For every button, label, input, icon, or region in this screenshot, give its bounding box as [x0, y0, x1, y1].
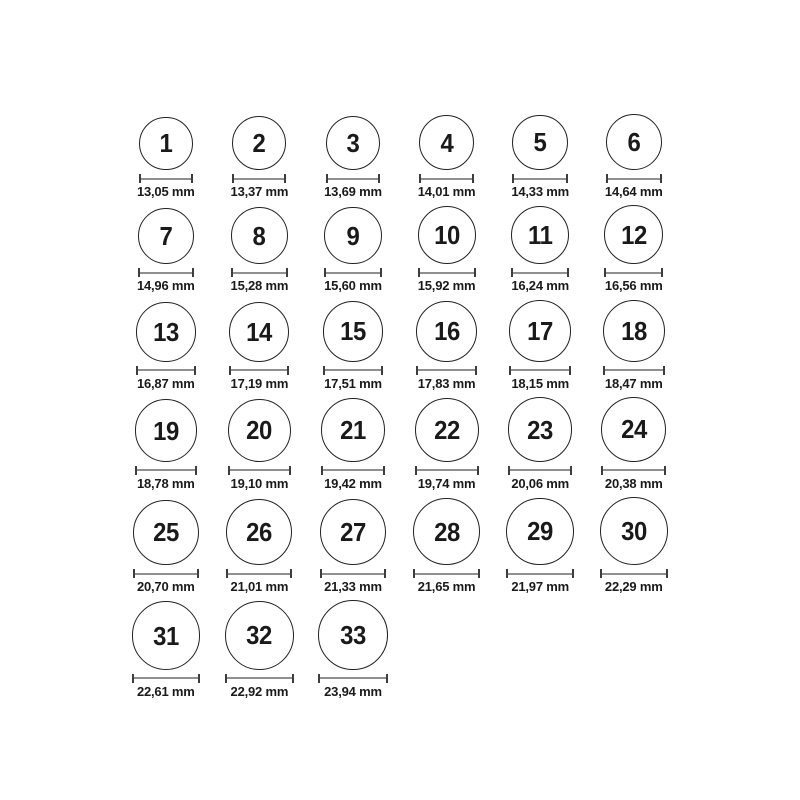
ruler-tick-right [195, 466, 197, 475]
diameter-label: 13,05 mm [136, 184, 195, 199]
diameter-ruler [136, 366, 196, 375]
diameter-label: 15,60 mm [324, 278, 382, 294]
ring-size-number: 33 [340, 620, 366, 651]
ring-circle [136, 302, 196, 362]
ring-circle [132, 601, 201, 670]
diameter-label: 14,96 mm [136, 278, 195, 294]
ring-circle [603, 300, 665, 362]
ruler-tick-right [292, 674, 294, 683]
diameter-label: 22,29 mm [604, 579, 663, 595]
ruler-tick-right [384, 569, 386, 578]
ring-cell [587, 397, 681, 491]
ruler-tick-left [318, 674, 320, 683]
ring-cell [213, 114, 307, 199]
ruler-line [139, 178, 193, 180]
diameter-ruler [320, 569, 387, 578]
ring-size-number: 13 [152, 316, 179, 347]
ruler-tick-left [413, 569, 415, 578]
ruler-tick-left [225, 674, 227, 683]
ruler-tick-left [232, 174, 234, 183]
diameter-ruler [415, 466, 479, 475]
ring-circle [139, 117, 193, 171]
ring-size-number: 27 [340, 516, 366, 547]
ring-circle [135, 399, 198, 462]
ruler-tick-left [506, 569, 508, 578]
diameter-ruler [232, 174, 286, 183]
diameter-ruler [509, 366, 571, 375]
diameter-label: 22,61 mm [136, 683, 195, 699]
ring-cell [213, 397, 307, 491]
ring-row [119, 114, 681, 199]
ruler-tick-right [380, 268, 382, 277]
ring-cell [306, 600, 400, 699]
ring-circle [415, 398, 479, 462]
diameter-label: 16,87 mm [136, 375, 195, 391]
ruler-tick-right [472, 174, 474, 183]
diameter-label: 20,70 mm [136, 579, 195, 595]
ruler-line [323, 369, 384, 371]
ruler-line [138, 272, 195, 274]
ring-circle [226, 499, 292, 565]
ruler-tick-left [132, 674, 134, 683]
diameter-ruler [132, 674, 201, 683]
ring-cell [213, 205, 307, 293]
ruler-line [225, 677, 294, 679]
diameter-label: 20,06 mm [511, 475, 569, 491]
ring-circle [509, 300, 571, 362]
ruler-tick-right [661, 268, 663, 277]
diameter-label: 13,69 mm [324, 184, 382, 199]
diameter-ruler [606, 174, 662, 183]
diameter-ruler [138, 268, 195, 277]
ruler-line [133, 573, 199, 575]
ring-size-number: 1 [159, 128, 173, 159]
ring-size-number: 25 [152, 517, 179, 548]
diameter-label: 15,28 mm [230, 278, 289, 294]
ring-cell [213, 300, 307, 391]
ruler-tick-left [323, 366, 325, 375]
ruler-line [603, 369, 665, 371]
ring-size-number: 15 [340, 316, 366, 347]
diameter-ruler [139, 174, 193, 183]
diameter-ruler [228, 466, 291, 475]
ring-cell [400, 205, 494, 293]
ring-size-number: 12 [620, 219, 647, 250]
ring-cell [119, 205, 213, 293]
ruler-tick-right [194, 366, 196, 375]
diameter-ruler [418, 268, 476, 277]
ring-circle [506, 498, 574, 566]
ruler-line [600, 573, 668, 575]
diameter-label: 21,01 mm [230, 579, 289, 595]
ring-cell [306, 397, 400, 491]
ring-cell [119, 497, 213, 594]
ruler-tick-right [284, 174, 286, 183]
ring-size-number: 17 [527, 315, 554, 346]
ring-cell [306, 300, 400, 391]
ruler-tick-right [572, 569, 574, 578]
ruler-tick-right [286, 268, 288, 277]
ring-size-number: 6 [627, 127, 641, 157]
ring-size-number: 26 [246, 517, 273, 548]
diameter-label: 18,47 mm [604, 375, 663, 391]
ring-size-number: 24 [620, 414, 647, 445]
ruler-tick-left [321, 466, 323, 475]
ruler-line [601, 469, 666, 471]
ring-size-number: 28 [433, 516, 460, 547]
ruler-tick-left [324, 268, 326, 277]
diameter-ruler [604, 268, 663, 277]
ruler-tick-left [604, 268, 606, 277]
ring-circle [229, 302, 289, 362]
ruler-tick-left [229, 366, 231, 375]
ruler-tick-left [135, 466, 137, 475]
ruler-tick-left [601, 466, 603, 475]
ruler-tick-right [290, 569, 292, 578]
diameter-ruler [600, 569, 668, 578]
ruler-tick-left [231, 268, 233, 277]
ruler-line [511, 272, 570, 274]
diameter-label: 17,83 mm [417, 375, 476, 391]
ruler-tick-right [569, 366, 571, 375]
diameter-label: 14,33 mm [511, 184, 569, 199]
diameter-ruler [601, 466, 666, 475]
ruler-tick-left [509, 366, 511, 375]
ruler-tick-right [383, 466, 385, 475]
ruler-tick-left [416, 366, 418, 375]
ring-size-number: 19 [152, 415, 179, 446]
ruler-line [229, 369, 289, 371]
diameter-label: 18,78 mm [136, 475, 195, 491]
ruler-line [232, 178, 286, 180]
ruler-line [604, 272, 663, 274]
ruler-tick-right [386, 674, 388, 683]
ruler-line [419, 178, 474, 180]
ruler-line [318, 677, 388, 679]
ring-cell [119, 114, 213, 199]
ring-circle [413, 498, 480, 565]
ring-circle [600, 497, 668, 565]
ring-row [119, 497, 681, 594]
ring-cell [119, 300, 213, 391]
ruler-tick-left [512, 174, 514, 183]
ring-circle [416, 301, 477, 362]
diameter-label: 17,19 mm [230, 375, 289, 391]
ring-cell [306, 205, 400, 293]
diameter-label: 14,64 mm [604, 184, 663, 199]
ring-cell [400, 300, 494, 391]
ring-size-number: 20 [246, 415, 273, 446]
ring-size-number: 2 [252, 128, 266, 158]
ruler-tick-left [228, 466, 230, 475]
diameter-label: 21,97 mm [511, 579, 569, 595]
ruler-tick-right [287, 366, 289, 375]
ruler-tick-left [603, 366, 605, 375]
ruler-line [132, 677, 201, 679]
ring-circle [418, 206, 476, 264]
ring-cell [587, 114, 681, 199]
ring-cell [493, 397, 587, 491]
diameter-ruler [419, 174, 474, 183]
diameter-ruler [413, 569, 480, 578]
ring-cell [493, 497, 587, 594]
diameter-ruler [226, 569, 292, 578]
diameter-ruler [229, 366, 289, 375]
ruler-tick-left [606, 174, 608, 183]
ring-circle [133, 500, 199, 566]
ruler-line [509, 369, 571, 371]
diameter-ruler [506, 569, 574, 578]
ruler-tick-right [378, 174, 380, 183]
ruler-tick-right [289, 466, 291, 475]
ruler-tick-left [511, 268, 513, 277]
diameter-ruler [508, 466, 573, 475]
ruler-tick-left [138, 268, 140, 277]
ruler-tick-right [663, 366, 665, 375]
ring-circle [138, 208, 195, 265]
ruler-tick-left [600, 569, 602, 578]
ruler-tick-right [381, 366, 383, 375]
ruler-tick-right [666, 569, 668, 578]
ring-size-number: 8 [252, 220, 266, 251]
diameter-label: 14,01 mm [417, 184, 476, 199]
ruler-line [415, 469, 479, 471]
ruler-line [326, 178, 381, 180]
diameter-label: 17,51 mm [324, 375, 382, 391]
diameter-ruler [511, 268, 570, 277]
ring-circle [320, 499, 387, 566]
ring-row [119, 397, 681, 491]
ruler-line [413, 573, 480, 575]
ruler-tick-left [139, 174, 141, 183]
ruler-tick-right [566, 174, 568, 183]
ring-circle [323, 301, 384, 362]
ruler-tick-left [320, 569, 322, 578]
diameter-label: 16,24 mm [511, 278, 569, 294]
ruler-tick-right [660, 174, 662, 183]
ring-size-number: 16 [433, 316, 460, 347]
ring-circle [231, 207, 288, 264]
ring-size-number: 32 [246, 620, 273, 651]
ring-circle [512, 115, 568, 171]
ring-size-number: 23 [527, 414, 554, 445]
ring-size-number: 21 [340, 415, 366, 446]
ruler-line [324, 272, 382, 274]
diameter-ruler [326, 174, 381, 183]
ruler-tick-left [419, 174, 421, 183]
diameter-ruler [512, 174, 568, 183]
ring-circle [511, 206, 570, 265]
ring-circle [604, 205, 663, 264]
ruler-tick-left [415, 466, 417, 475]
ruler-line [512, 178, 568, 180]
diameter-label: 13,37 mm [230, 184, 289, 199]
ring-row [119, 600, 681, 699]
ring-circle [228, 399, 291, 462]
diameter-label: 22,92 mm [230, 683, 289, 699]
ruler-line [135, 469, 198, 471]
ring-row [119, 205, 681, 293]
ring-cell [119, 600, 213, 699]
ruler-line [506, 573, 574, 575]
ring-circle [318, 600, 388, 670]
ring-grid [119, 114, 681, 699]
ruler-line [418, 272, 476, 274]
ring-size-number: 14 [246, 316, 273, 347]
diameter-label: 21,65 mm [417, 579, 476, 595]
diameter-label: 19,10 mm [230, 475, 289, 491]
ring-size-number: 10 [433, 220, 460, 251]
ring-size-number: 7 [159, 221, 173, 252]
ring-cell [400, 114, 494, 199]
ruler-tick-left [133, 569, 135, 578]
ruler-line [136, 369, 196, 371]
diameter-ruler [323, 366, 384, 375]
ring-cell [306, 497, 400, 594]
ruler-tick-right [567, 268, 569, 277]
ring-cell [587, 497, 681, 594]
ring-circle [419, 115, 474, 170]
ruler-line [321, 469, 385, 471]
ruler-tick-right [191, 174, 193, 183]
ring-circle [225, 601, 294, 670]
ring-cell [400, 397, 494, 491]
ruler-tick-right [197, 569, 199, 578]
ruler-tick-left [226, 569, 228, 578]
ring-size-number: 3 [346, 127, 360, 158]
diameter-label: 19,42 mm [324, 475, 382, 491]
ruler-tick-right [570, 466, 572, 475]
diameter-ruler [225, 674, 294, 683]
diameter-ruler [133, 569, 199, 578]
ruler-tick-right [477, 466, 479, 475]
ruler-tick-right [664, 466, 666, 475]
ruler-tick-left [136, 366, 138, 375]
ruler-line [508, 469, 573, 471]
ring-circle [326, 116, 381, 171]
ring-row [119, 300, 681, 391]
ring-size-number: 11 [527, 220, 553, 251]
ruler-line [416, 369, 477, 371]
ring-size-number: 31 [152, 620, 179, 651]
ruler-tick-left [418, 268, 420, 277]
ring-cell [306, 114, 400, 199]
ring-size-chart [119, 0, 681, 699]
ring-circle [324, 207, 382, 265]
ring-circle [606, 114, 662, 170]
diameter-label: 16,56 mm [604, 278, 663, 294]
diameter-ruler [324, 268, 382, 277]
ring-circle [508, 397, 573, 462]
ring-size-number: 4 [440, 127, 454, 158]
ring-size-number: 30 [620, 516, 647, 547]
ring-size-number: 22 [433, 414, 460, 445]
ring-cell [493, 114, 587, 199]
ring-cell [400, 497, 494, 594]
ruler-tick-right [475, 366, 477, 375]
diameter-label: 19,74 mm [417, 475, 476, 491]
diameter-label: 18,15 mm [511, 375, 569, 391]
ruler-line [606, 178, 662, 180]
ring-cell [587, 205, 681, 293]
ring-cell [119, 397, 213, 491]
ruler-tick-right [192, 268, 194, 277]
diameter-ruler [135, 466, 198, 475]
ring-circle [601, 397, 666, 462]
diameter-ruler [603, 366, 665, 375]
diameter-ruler [416, 366, 477, 375]
ring-cell [587, 300, 681, 391]
ruler-tick-right [474, 268, 476, 277]
ring-cell [213, 600, 307, 699]
ring-circle [232, 116, 286, 170]
ruler-line [226, 573, 292, 575]
diameter-ruler [321, 466, 385, 475]
diameter-ruler [231, 268, 288, 277]
ring-cell [493, 300, 587, 391]
ruler-line [320, 573, 387, 575]
ruler-tick-left [508, 466, 510, 475]
diameter-label: 21,33 mm [324, 579, 382, 595]
ring-cell [213, 497, 307, 594]
ring-cell [493, 205, 587, 293]
ring-size-number: 29 [527, 516, 554, 547]
diameter-label: 23,94 mm [324, 683, 382, 699]
ruler-tick-right [478, 569, 480, 578]
ring-size-number: 5 [533, 127, 547, 158]
ruler-line [231, 272, 288, 274]
ruler-tick-left [326, 174, 328, 183]
ruler-line [228, 469, 291, 471]
diameter-label: 15,92 mm [417, 278, 476, 294]
ring-circle [321, 398, 385, 462]
ring-size-number: 9 [346, 220, 360, 251]
diameter-ruler [318, 674, 388, 683]
ring-size-number: 18 [620, 315, 647, 346]
ruler-tick-right [198, 674, 200, 683]
diameter-label: 20,38 mm [604, 475, 663, 491]
